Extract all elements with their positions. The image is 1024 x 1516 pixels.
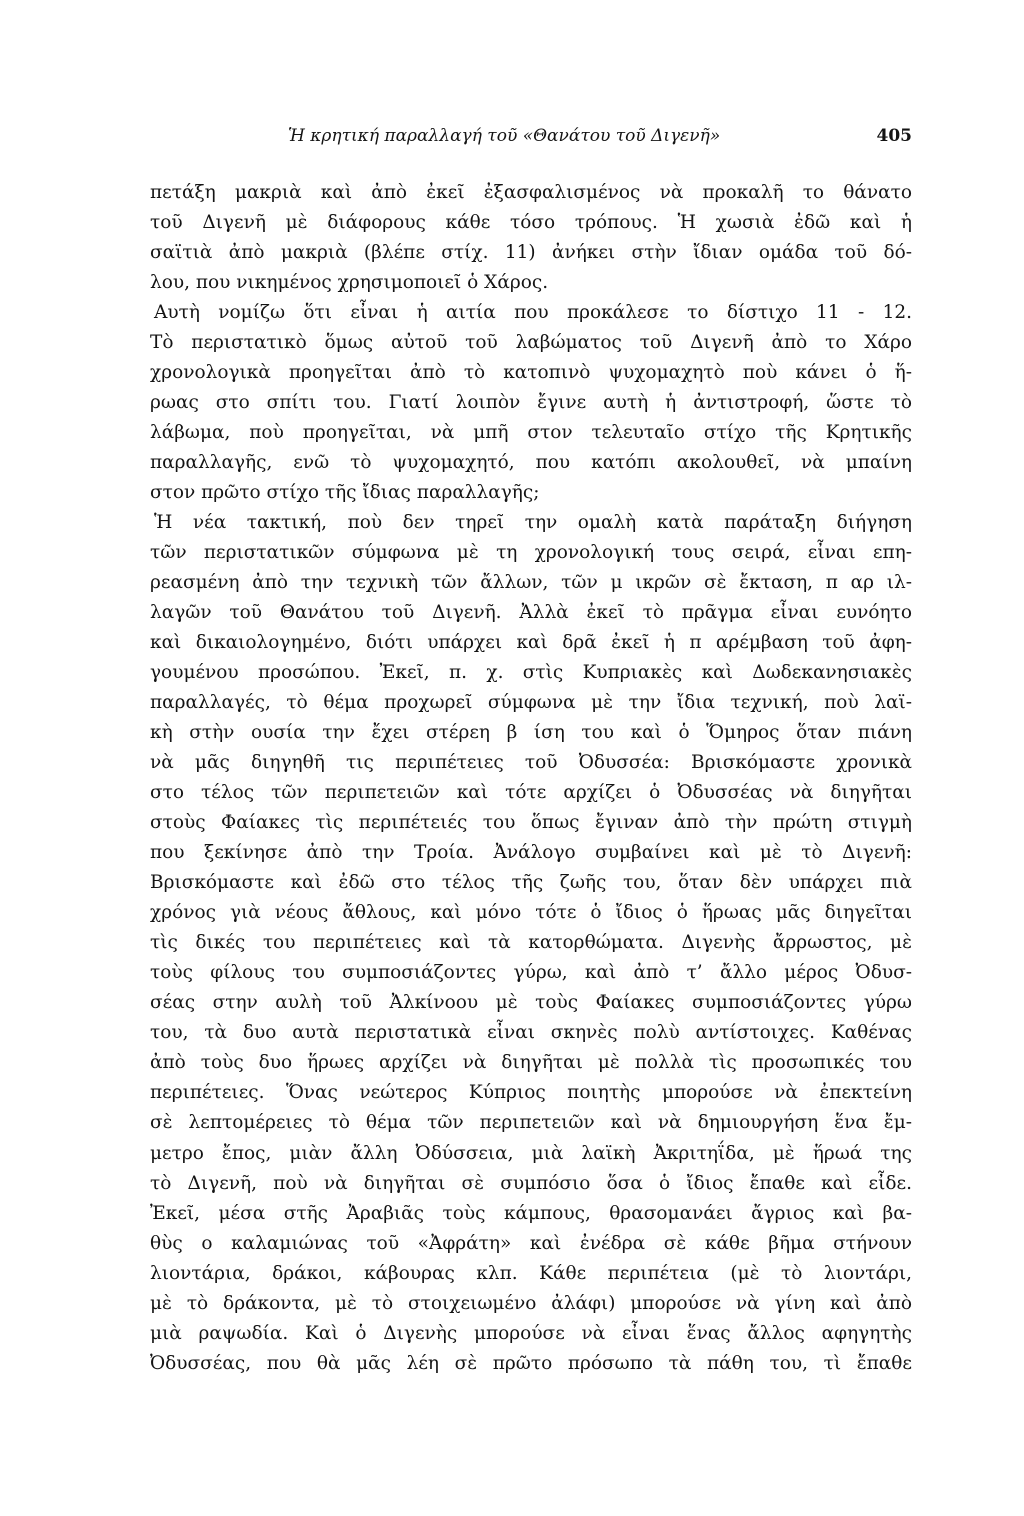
text-line: γουμένου προσώπου. Ἐκεῖ, π. χ. στὶς Κυπριακὲς καὶ Δωδεκανησιακὲς	[150, 662, 912, 684]
text-line: σέας στην αυλὴ τοῦ Ἀλκίνοου μὲ τοὺς Φαίακες συμποσιάζοντες γύρω	[150, 992, 912, 1014]
text-line: στο τέλος τῶν περιπετειῶν καὶ τότε αρχίζει ὁ Ὀδυσσέας νὰ διηγῆται	[150, 782, 912, 804]
text-line: του, τὰ δυο αυτὰ περιστατικὰ εἶναι σκηνὲς πολὺ αντίστοιχες. Καθένας	[150, 1022, 912, 1044]
text-line: στον πρῶτο στίχο τῆς ἴδιας παραλλαγῆς;	[150, 482, 540, 504]
text-line: ἀπὸ τοὺς δυο ἥρωες αρχίζει νὰ διηγῆται μὲ πολλὰ τὶς προσωπικές του	[150, 1052, 912, 1074]
text-line: μὲ τὸ δράκοντα, μὲ τὸ στοιχειωμένο ἀλάφι) μπορούσε νὰ γίνη καὶ ἀπὸ	[150, 1292, 912, 1314]
text-line: Βρισκόμαστε καὶ ἐδῶ στο τέλος τῆς ζωῆς του, ὅταν δὲν υπάρχει πιὰ	[150, 872, 912, 894]
text-line: ρεασμένη ἀπὸ την τεχνικὴ τῶν ἄλλων, τῶν μ ικρῶν σὲ ἔκταση, π αρ ιλ-	[150, 572, 912, 594]
text-line: Ἐκεῖ, μέσα στῆς Ἀραβιᾶς τοὺς κάμπους, θρασομανάει ἄγριος καὶ βα-	[150, 1202, 912, 1224]
text-line: στοὺς Φαίακες τὶς περιπέτειές του ὅπως ἔγιναν ἀπὸ τὴν πρώτη στιγμὴ	[150, 812, 912, 834]
text-line: τοῦ Διγενῆ μὲ διάφορους κάθε τόσο τρόπους. Ἡ χωσιὰ ἐδῶ καὶ ἡ	[150, 212, 912, 234]
text-line: παραλλαγῆς, ενῶ τὸ ψυχομαχητό, που κατόπι ακολουθεῖ, νὰ μπαίνη	[150, 452, 912, 474]
text-line: τὸ Διγενῆ, ποὺ νὰ διηγῆται σὲ συμπόσιο ὅσα ὁ ἴδιος ἔπαθε καὶ εἶδε.	[150, 1172, 912, 1194]
text-line: σὲ λεπτομέρειες τὸ θέμα τῶν περιπετειῶν καὶ νὰ δημιουργήση ἕνα ἔμ-	[150, 1112, 912, 1134]
text-line: τῶν περιστατικῶν σύμφωνα μὲ τη χρονολογική τους σειρά, εἶναι επη-	[150, 542, 912, 564]
text-line: που ξεκίνησε ἀπὸ την Τροία. Ἀνάλογο συμβαίνει καὶ μὲ τὸ Διγενῆ:	[150, 842, 912, 864]
text-line: κὴ στὴν ουσία την ἔχει στέρεη β ίση του καὶ ὁ Ὅμηρος ὅταν πιάνη	[150, 722, 912, 744]
body-text	[150, 178, 912, 1379]
text-line: χρόνος γιὰ νέους ἄθλους, καὶ μόνο τότε ὁ ἴδιος ὁ ἥρωας μᾶς διηγεῖται	[150, 902, 912, 924]
text-line: σαϊτιὰ ἀπὸ μακριὰ (βλέπε στίχ. 11) ἀνήκει στὴν ἴδιαν ομάδα τοῦ δό-	[150, 242, 912, 264]
text-line: πετάξη μακριὰ καὶ ἀπὸ ἐκεῖ ἐξασφαλισμένος νὰ προκαλῆ το θάνατο	[150, 182, 912, 203]
text-line: Ἡ νέα τακτική, ποὺ δεν τηρεῖ την ομαλὴ κατὰ παράταξη διήγηση	[154, 512, 912, 534]
text-line: Αυτὴ νομίζω ὅτι εἶναι ἡ αιτία που προκάλεσε το δίστιχο 11 - 12.	[154, 302, 912, 324]
text-line: Τὸ περιστατικὸ ὅμως αὐτοῦ τοῦ λαβώματος τοῦ Διγενῆ ἀπὸ το Χάρο	[150, 332, 912, 354]
text-line: μετρο ἔπος, μιὰν ἄλλη Ὀδύσσεια, μιὰ λαϊκὴ Ἀκριτηΐδα, μὲ ἥρωά της	[150, 1142, 912, 1164]
text-line: λάβωμα, ποὺ προηγεῖται, νὰ μπῆ στον τελευταῖο στίχο τῆς Κρητικῆς	[150, 422, 912, 444]
text-line: τοὺς φίλους του συμποσιάζοντες γύρω, καὶ ἀπὸ τ’ ἄλλο μέρος Ὀδυσ-	[150, 962, 912, 984]
page-number: 405	[876, 126, 912, 146]
text-line: λου, που νικημένος χρησιμοποιεῖ ὁ Χάρος.	[150, 272, 549, 294]
text-line: Ὀδυσσέας, που θὰ μᾶς λέη σὲ πρῶτο πρόσωπο τὰ πάθη του, τὶ ἔπαθε	[150, 1352, 912, 1374]
text-line: παραλλαγές, τὸ θέμα προχωρεῖ σύμφωνα μὲ την ἴδια τεχνική, ποὺ λαϊ-	[150, 692, 912, 714]
text-line: θὺς ο καλαμιώνας τοῦ «Ἀφράτη» καὶ ἐνέδρα σὲ κάθε βῆμα στήνουν	[150, 1232, 912, 1254]
text-line: τὶς δικές του περιπέτειες καὶ τὰ κατορθώματα. Διγενὴς ἄρρωστος, μὲ	[150, 932, 912, 954]
text-line: καὶ δικαιολογημένο, διότι υπάρχει καὶ δρᾶ ἐκεῖ ἡ π αρέμβαση τοῦ ἀφη-	[150, 632, 912, 654]
text-line: λαγῶν τοῦ Θανάτου τοῦ Διγενῆ. Ἀλλὰ ἐκεῖ τὸ πρᾶγμα εἶναι ευνόητο	[150, 602, 912, 624]
text-line: λιοντάρια, δράκοι, κάβουρας κλπ. Κάθε περιπέτεια (μὲ τὸ λιοντάρι,	[150, 1262, 912, 1284]
text-line: μιὰ ραψωδία. Καὶ ὁ Διγενὴς μπορούσε νὰ εἶναι ἕνας ἄλλος αφηγητὴς	[150, 1322, 912, 1344]
running-head	[150, 126, 912, 154]
text-line: νὰ μᾶς διηγηθῆ τις περιπέτειες τοῦ Ὀδυσσέα: Βρισκόμαστε χρονικὰ	[150, 752, 912, 774]
text-line: περιπέτειες. Ὅνας νεώτερος Κύπριος ποιητὴς μπορούσε νὰ ἐπεκτείνη	[150, 1082, 912, 1104]
text-line: χρονολογικὰ προηγεῖται ἀπὸ τὸ κατοπινὸ ψυχομαχητὸ ποὺ κάνει ὁ ἥ-	[150, 362, 912, 384]
text-line: ρωας στο σπίτι του. Γιατί λοιπὸν ἔγινε αυτὴ ἡ ἀντιστροφή, ὥστε τὸ	[150, 392, 912, 414]
running-title: Ἡ κρητική παραλλαγή τοῦ «Θανάτου τοῦ Διγενῆ»	[288, 126, 721, 146]
